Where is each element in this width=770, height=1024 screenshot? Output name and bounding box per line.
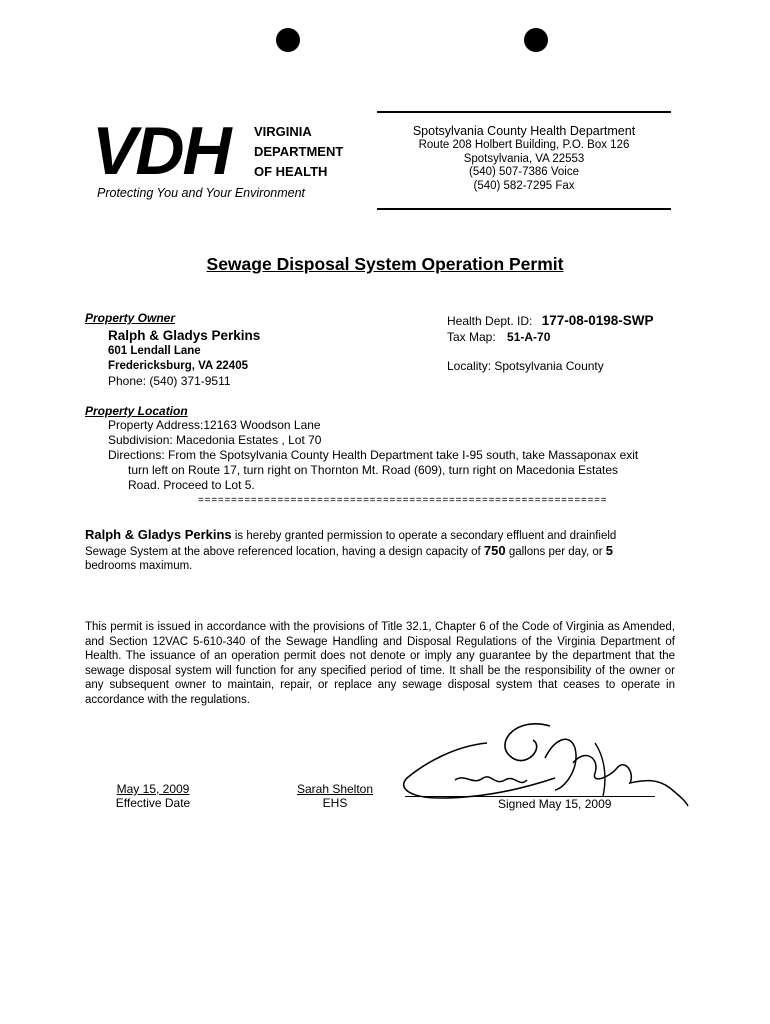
office-address-line2: Spotsylvania, VA 22553	[463, 152, 585, 165]
tax-map-value: 51-A-70	[507, 330, 551, 344]
directions-line3: Road. Proceed to Lot 5.	[128, 478, 255, 492]
office-name: Spotsylvania County Health Department	[412, 124, 636, 138]
health-dept-id-label: Health Dept. ID:	[447, 314, 533, 328]
signed-date: Signed May 15, 2009	[498, 797, 612, 811]
punch-hole-right	[524, 28, 548, 52]
grant-text-1: is hereby granted permission to operate a secondary effluent and drainfield	[231, 530, 617, 542]
tax-map-label: Tax Map:	[447, 330, 496, 344]
directions-line1: Directions: From the Spotsylvania County Health Department take I-95 south, take Massaponax exit	[108, 448, 639, 462]
grant-text-4: bedrooms maximum.	[85, 560, 193, 572]
department-name-line2: DEPARTMENT	[254, 144, 344, 159]
document-title: Sewage Disposal System Operation Permit	[206, 254, 564, 274]
owner-street: 601 Lendall Lane	[108, 345, 201, 357]
property-owner-heading: Property Owner	[85, 311, 176, 325]
ehs-block	[290, 782, 380, 810]
effective-date-block	[108, 782, 198, 810]
office-address-block	[377, 124, 671, 193]
address-rule-bottom	[377, 208, 671, 210]
bedroom-count: 5	[605, 542, 614, 558]
owner-details	[108, 327, 260, 389]
location-details	[108, 418, 688, 493]
vdh-logo-letters: VDH	[92, 113, 230, 189]
ehs-label: EHS	[322, 796, 348, 810]
office-address-line1: Route 208 Holbert Building, P.O. Box 126	[418, 139, 630, 151]
grant-text-2: Sewage System at the above referenced location, having a design capacity of	[85, 545, 484, 558]
property-address: Property Address:12163 Woodson Lane	[108, 418, 321, 432]
office-voice: (540) 507-7386 Voice	[469, 166, 579, 178]
tagline: Protecting You and Your Environment	[97, 186, 306, 200]
legal-paragraph: This permit is issued in accordance with the provisions of Title 32.1, Chapter 6 of the Code of Virginia as Amended, and Section 12VAC 5-610-340 of the Sewage Handling and Disposal Regulations of the Virginia Department of Health. The issuance of an operation permit does not denote or imply any guarantee by the department that the sewage disposal system will function for any specified period of time. It shall be the responsibility of the owner or any subsequent owner to maintain, repair, or replace any sewage disposal system that ceases to operate in accordance with the regulations.	[85, 621, 675, 706]
address-rule-top	[377, 111, 671, 113]
health-dept-id-row	[447, 313, 654, 329]
effective-date-value: May 15, 2009	[116, 782, 190, 796]
health-dept-id-value: 177-08-0198-SWP	[541, 313, 654, 328]
department-name-line3: OF HEALTH	[254, 164, 328, 179]
grant-text-3: gallons per day, or	[505, 545, 606, 558]
department-name-line1: VIRGINIA	[254, 124, 312, 139]
owner-city: Fredericksburg, VA 22405	[108, 360, 248, 372]
office-fax: (540) 582-7295 Fax	[473, 179, 575, 192]
grantee-name: Ralph & Gladys Perkins	[85, 527, 232, 542]
property-location-section	[85, 404, 188, 418]
directions-line2: turn left on Route 17, turn right on Thornton Mt. Road (609), turn right on Macedonia Estates	[128, 463, 619, 477]
property-location-heading: Property Location	[85, 404, 188, 418]
subdivision: Subdivision: Macedonia Estates , Lot 70	[108, 433, 322, 447]
separator-line: ==============================================================	[198, 496, 608, 507]
vdh-logo	[92, 113, 362, 208]
effective-date-label: Effective Date	[115, 796, 191, 810]
ehs-name: Sarah Shelton	[296, 782, 374, 796]
owner-name: Ralph & Gladys Perkins	[108, 328, 261, 343]
grant-paragraph	[85, 528, 675, 574]
design-capacity: 750	[483, 542, 506, 558]
tax-map-row	[447, 330, 550, 345]
property-owner-section	[85, 311, 175, 325]
department-name	[254, 122, 343, 182]
owner-phone: Phone: (540) 371-9511	[108, 374, 231, 388]
punch-hole-left	[276, 28, 300, 52]
locality: Locality: Spotsylvania County	[447, 359, 604, 373]
